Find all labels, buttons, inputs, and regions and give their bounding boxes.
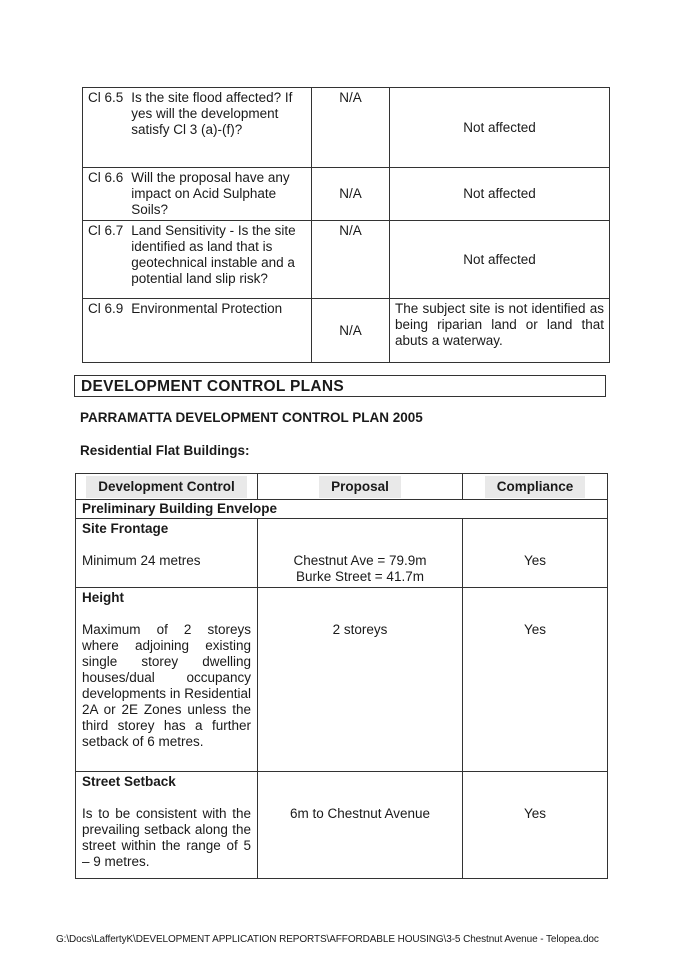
clause-number: Cl 6.6	[88, 170, 124, 185]
applicable-cell: N/A	[312, 168, 390, 221]
clause-question: Is the site flood affected? If yes will the development satisfy Cl 3 (a)-(f)?	[131, 90, 293, 137]
table-row	[76, 772, 608, 879]
clause-number: Cl 6.7	[88, 223, 124, 238]
table-header-row	[76, 474, 608, 500]
control-heading: Height	[82, 590, 124, 605]
proposal-cell	[258, 588, 463, 772]
proposal-line: Burke Street = 41.7m	[296, 569, 424, 584]
proposal-cell	[258, 519, 463, 588]
proposal-value: 6m to Chestnut Avenue	[289, 806, 431, 821]
section-heading-box	[74, 375, 606, 397]
compliance-cell	[463, 588, 608, 772]
comment-cell: Not affected	[390, 88, 610, 168]
table-row	[83, 88, 610, 168]
clause-number: Cl 6.5	[88, 90, 124, 105]
header-cell	[258, 474, 463, 500]
clause-question: Land Sensitivity - Is the site identified as land that is geotechnical instable and a potential land slip risk?	[131, 223, 296, 286]
proposal-value: 2 storeys	[332, 622, 388, 637]
control-heading: Site Frontage	[82, 521, 169, 536]
table-row	[83, 168, 610, 221]
plan-title: PARRAMATTA DEVELOPMENT CONTROL PLAN 2005	[80, 410, 423, 425]
control-text: Maximum of 2 storeys where adjoining existing single storey dwelling houses/dual occupancy developments in Residential 2A or 2E Zones unless the third storey has a further setback of 6 metres.	[82, 622, 251, 749]
proposal-cell	[258, 772, 463, 879]
control-cell	[76, 772, 258, 879]
applicable-cell: N/A	[312, 299, 390, 363]
control-heading: Street Setback	[82, 774, 176, 789]
comment-cell: Not affected	[390, 221, 610, 299]
group-label: Preliminary Building Envelope	[76, 500, 608, 519]
compliance-cell	[463, 519, 608, 588]
clause-number: Cl 6.9	[88, 301, 124, 316]
clause-cell	[83, 299, 312, 363]
table-row	[76, 519, 608, 588]
document-file-path: G:\Docs\LaffertyK\DEVELOPMENT APPLICATION REPORTS\AFFORDABLE HOUSING\3-5 Chestnut Avenue - Telopea.doc	[56, 934, 599, 945]
header-label: Compliance	[485, 476, 586, 498]
control-text: Is to be consistent with the prevailing setback along the street within the range of 5 – 9 metres.	[82, 806, 251, 869]
table-row	[76, 588, 608, 772]
group-row	[76, 500, 608, 519]
subsection-title: Residential Flat Buildings:	[80, 443, 250, 458]
header-cell	[76, 474, 258, 500]
compliance-value: Yes	[523, 806, 547, 821]
control-cell	[76, 519, 258, 588]
control-cell	[76, 588, 258, 772]
clause-question: Environmental Protection	[131, 301, 283, 316]
header-label: Development Control	[86, 476, 247, 498]
clause-cell	[83, 88, 312, 168]
control-text: Minimum 24 metres	[82, 553, 201, 568]
table-row	[83, 299, 610, 363]
applicable-cell: N/A	[312, 88, 390, 168]
applicable-cell: N/A	[312, 221, 390, 299]
section-title: DEVELOPMENT CONTROL PLANS	[81, 378, 344, 395]
proposal-line: Chestnut Ave = 79.9m	[293, 553, 427, 568]
clause-cell	[83, 221, 312, 299]
clause-question: Will the proposal have any impact on Acid Sulphate Soils?	[131, 170, 290, 217]
compliance-cell	[463, 772, 608, 879]
dcp-compliance-table	[75, 473, 608, 879]
clause-cell	[83, 168, 312, 221]
comment-cell: The subject site is not identified as being riparian land or land that abuts a waterway.	[390, 299, 610, 363]
table-row	[83, 221, 610, 299]
compliance-value: Yes	[523, 553, 547, 568]
compliance-value: Yes	[523, 622, 547, 637]
header-cell	[463, 474, 608, 500]
clause-table	[82, 87, 610, 363]
header-label: Proposal	[319, 476, 401, 498]
comment-cell: Not affected	[390, 168, 610, 221]
